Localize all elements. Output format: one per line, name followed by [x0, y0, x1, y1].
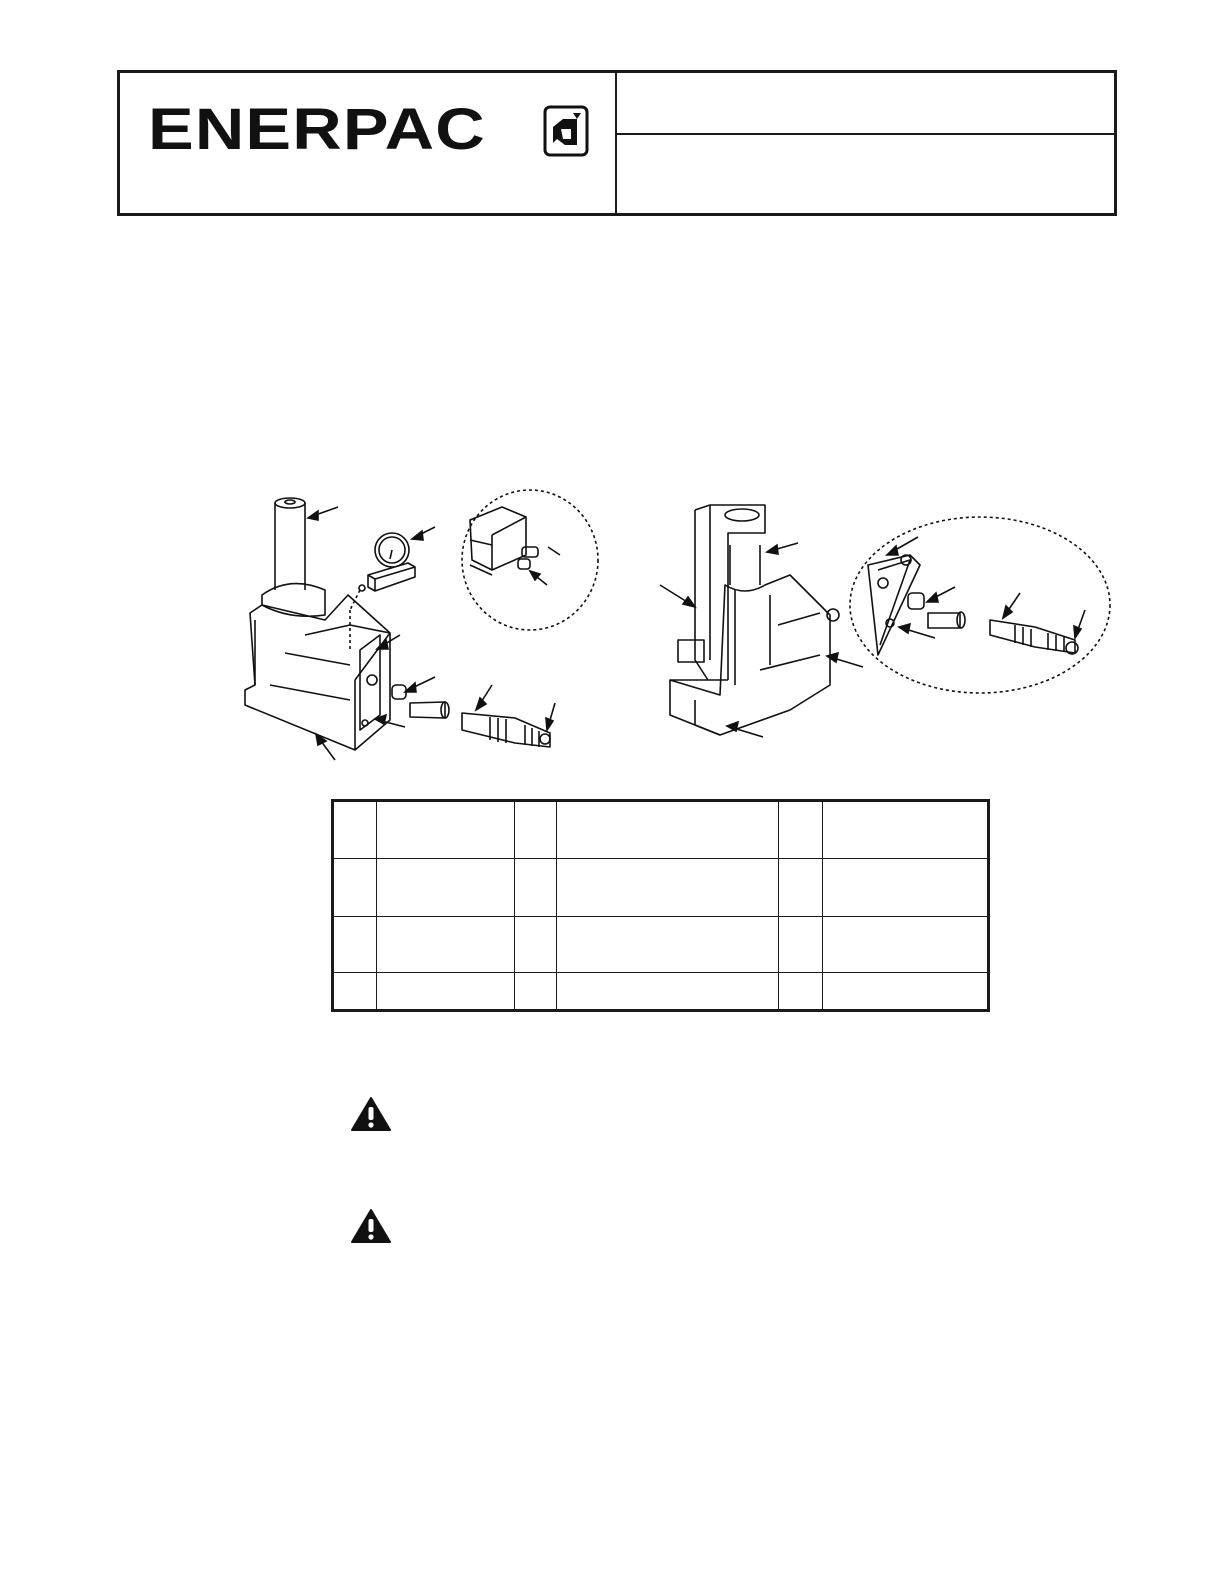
header-logo-cell — [120, 73, 617, 213]
logo-wordmark: ENERPAC — [148, 97, 486, 162]
document-header — [117, 70, 1117, 216]
table-row — [333, 917, 989, 973]
enerpac-logo — [148, 97, 486, 162]
detail-circle — [462, 490, 598, 630]
warning-triangle-icon — [350, 1096, 392, 1132]
tool-illustration — [230, 485, 1120, 770]
detail-ellipse — [850, 517, 1110, 693]
header-title-cell — [617, 73, 1114, 135]
table-row — [333, 973, 989, 1011]
warning-triangle-icon — [350, 1208, 392, 1244]
table-row — [333, 859, 989, 917]
parts-table — [331, 799, 990, 1012]
cframe-illustration — [670, 505, 839, 735]
table-row — [333, 801, 989, 859]
enerpac-logo-mark-icon — [543, 105, 589, 162]
